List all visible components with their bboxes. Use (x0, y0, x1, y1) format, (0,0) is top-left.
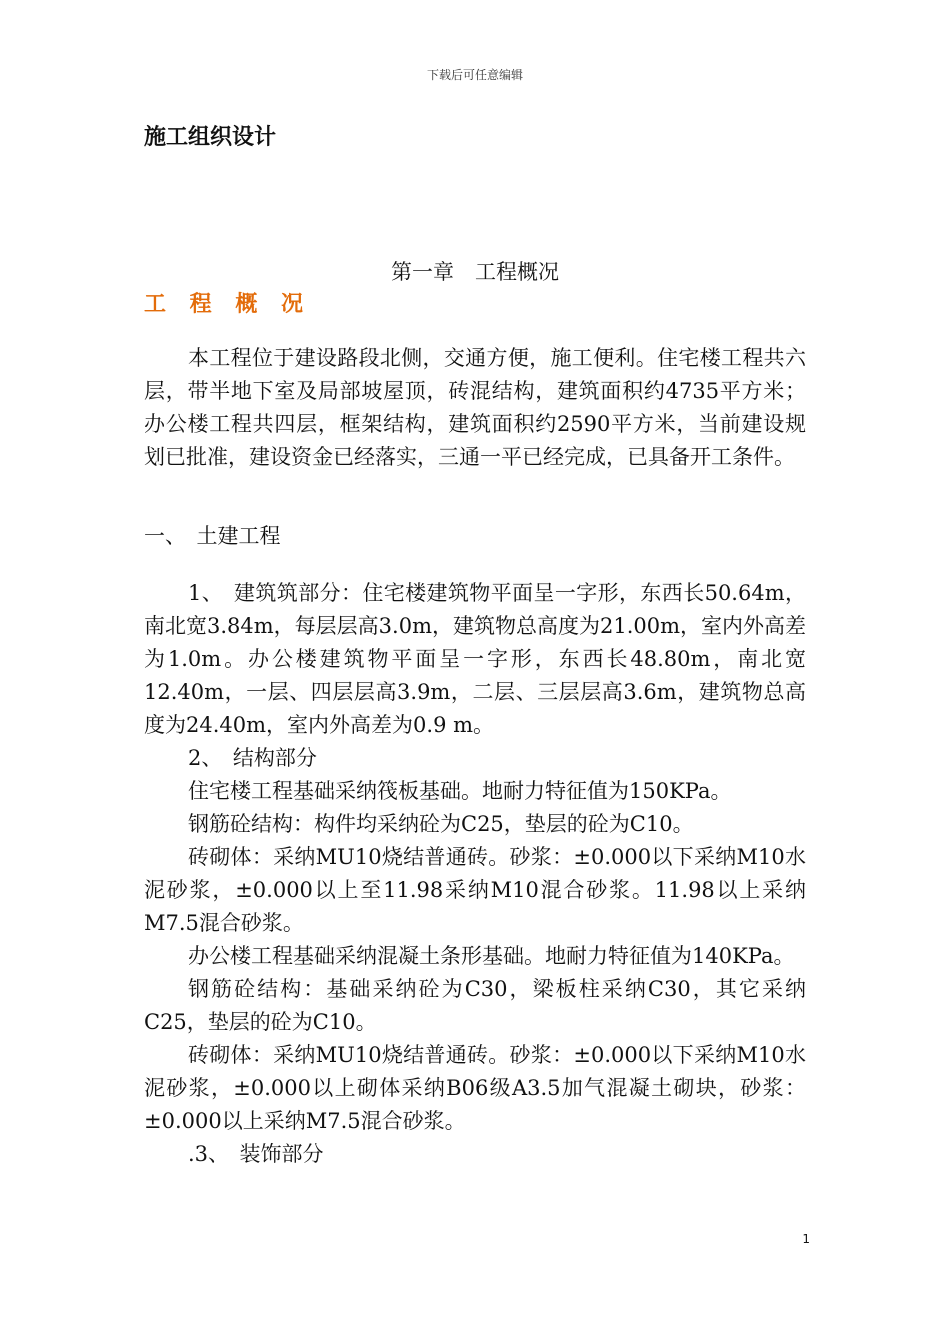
architecture-paragraph: 1、 建筑筑部分：住宅楼建筑物平面呈一字形，东西长50.64m，南北宽3.84m，每层层高3.0m，建筑物总高度为21.00m，室内外高差为1.0m。办公楼建筑物平面呈一字形，东西长48.80m，南北宽12.40m，一层、四层层高3.9m，二层、三层层高3.6m，建筑物总高度为24.40m，室内外高差为0.9 m。 (144, 581, 807, 737)
page-header: 下载后可任意编辑 (426, 68, 523, 82)
section-heading: 工 程 概 况 (144, 292, 311, 317)
residential-concrete-paragraph: 钢筋砼结构：构件均采纳砼为C25，垫层的砼为C10。 (188, 812, 694, 836)
document-title: 施工组织设计 (144, 125, 277, 150)
residential-masonry-paragraph: 砖砌体：采纳MU10烧结普通砖。砂浆：±0.000以下采纳M10水泥砂浆，±0.000以上至11.98采纳M10混合砂浆。11.98以上采纳M7.5混合砂浆。 (144, 845, 806, 935)
intro-paragraph: 本工程位于建设路段北侧，交通方便，施工便利。住宅楼工程共六层，带半地下室及局部坡屋顶，砖混结构，建筑面积约4735平方米；办公楼工程共四层，框架结构，建筑面积约2590平方米，当前建设规划已批准，建设资金已经落实，三通一平已经完成，已具备开工条件。 (144, 346, 806, 469)
intro-paragraph-block (144, 342, 806, 474)
content-block (144, 577, 806, 1171)
structure-heading: 2、 结构部分 (188, 746, 317, 770)
page-number: 1 (802, 1232, 810, 1246)
office-concrete-paragraph: 钢筋砼结构：基础采纳砼为C30，梁板柱采纳C30，其它采纳C25，垫层的砼为C10。 (144, 977, 806, 1034)
part-one-heading-block (144, 520, 806, 553)
residential-foundation-paragraph: 住宅楼工程基础采纳筏板基础。地耐力特征值为150KPa。 (188, 779, 732, 803)
chapter-title: 第一章 工程概况 (391, 260, 559, 284)
decoration-heading: .3、 装饰部分 (188, 1142, 324, 1166)
office-masonry-paragraph: 砖砌体：采纳MU10烧结普通砖。砂浆：±0.000以下采纳M10水泥砂浆，±0.000以上砌体采纳B06级A3.5加气混凝土砌块，砂浆：±0.000以上采纳M7.5混合砂浆。 (144, 1043, 806, 1133)
office-foundation-paragraph: 办公楼工程基础采纳混凝土条形基础。地耐力特征值为140KPa。 (188, 944, 795, 968)
part-one-heading: 一、 土建工程 (144, 524, 281, 548)
